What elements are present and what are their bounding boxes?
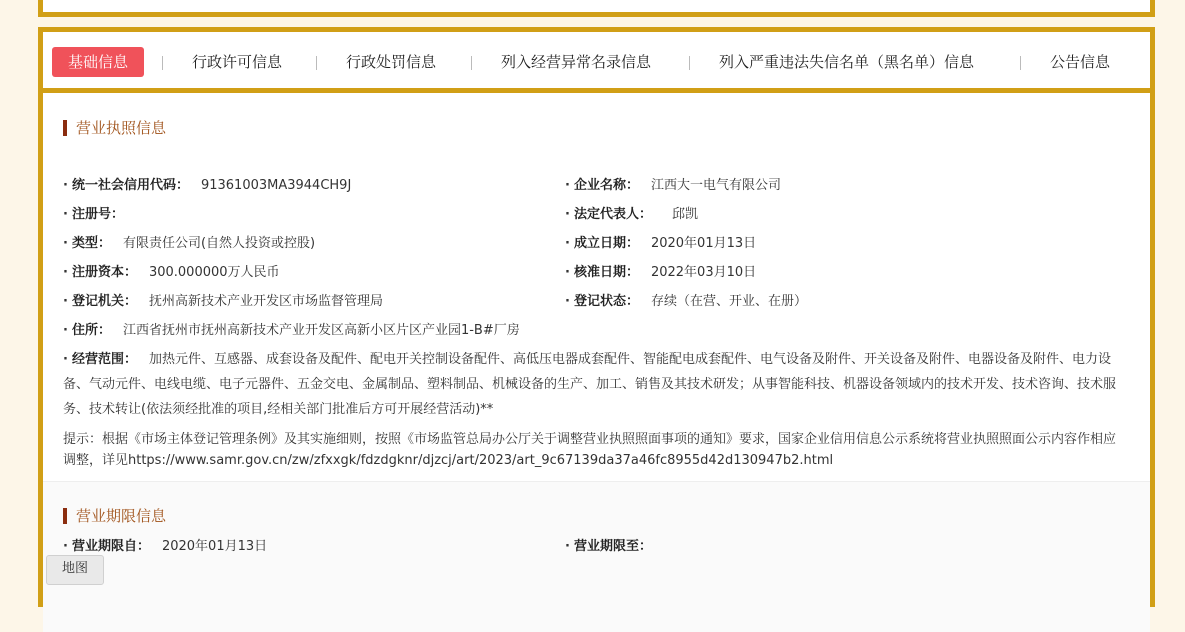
tab-separator	[689, 56, 690, 70]
scope-value: 加热元件、互感器、成套设备及配件、配电开关控制设备配件、高低压电器成套配件、智能配电成套配件、电气设备及附件、开关设备及附件、电器设备及附件、电力设备、气动元件、电线电缆、电子元器件、五金交电、金属制品、塑料制品、机械设备的生产、加工、销售及其技术研发；从事智能科技、机器设备领域内的技术开发、技术咨询、技术服务、技术转让(依法须经批准的项目,经相关部门批准后方可开展经营活动)**	[63, 352, 1117, 417]
term-from-value: 2020年01月13日	[161, 539, 268, 554]
tab-bar	[43, 32, 1150, 93]
capital-value: 300.000000万人民币	[148, 265, 280, 280]
established-value: 2020年01月13日	[650, 236, 757, 251]
authority-row: · 登记机关： 抚州高新技术产业开发区市场监督管理局	[63, 294, 383, 309]
term-to-label: 营业期限至：	[573, 539, 652, 554]
status-value: 存续（在营、开业、在册）	[650, 294, 807, 309]
legal-rep-row: · 法定代表人： 邱凯	[565, 207, 698, 222]
term-section-title: 营业期限信息	[63, 508, 166, 524]
address-row: · 住所： 江西省抚州市抚州高新技术产业开发区高新小区片区产业园1-B#厂房	[63, 323, 520, 338]
type-value: 有限责任公司(自然人投资或控股)	[122, 236, 316, 251]
term-from-label: 营业期限自：	[71, 539, 150, 554]
scope-label: 经营范围：	[71, 352, 137, 367]
tab-announcements[interactable]: 公告信息	[1050, 53, 1111, 71]
tab-administrative-penalty[interactable]: 行政处罚信息	[346, 53, 437, 71]
address-value: 江西省抚州市抚州高新技术产业开发区高新小区片区产业园1-B#厂房	[122, 323, 520, 338]
term-to-row: · 营业期限至：	[565, 539, 652, 554]
tab-separator	[471, 56, 472, 70]
term-section	[43, 481, 1150, 632]
approved-value: 2022年03月10日	[650, 265, 757, 280]
license-section	[43, 93, 1150, 481]
credit-code-label: 统一社会信用代码：	[71, 178, 189, 193]
company-name-row: · 企业名称： 江西大一电气有限公司	[565, 178, 781, 193]
approved-row: · 核准日期： 2022年03月10日	[565, 265, 757, 280]
credit-code-row: · 统一社会信用代码： 91361003MA3944CH9J	[63, 178, 352, 193]
capital-row: · 注册资本： 300.000000万人民币	[63, 265, 280, 280]
established-row: · 成立日期： 2020年01月13日	[565, 236, 757, 251]
legal-rep-label: 法定代表人：	[573, 207, 652, 222]
status-label: 登记状态：	[573, 294, 639, 309]
tab-abnormal-operation[interactable]: 列入经营异常名录信息	[501, 53, 652, 71]
authority-value: 抚州高新技术产业开发区市场监督管理局	[148, 294, 383, 309]
license-section-title: 营业执照信息	[63, 120, 166, 136]
term-from-row: · 营业期限自： 2020年01月13日	[63, 539, 268, 554]
type-row: · 类型： 有限责任公司(自然人投资或控股)	[63, 236, 316, 251]
tab-separator	[1020, 56, 1021, 70]
credit-code-value: 91361003MA3944CH9J	[200, 178, 352, 193]
company-name-value: 江西大一电气有限公司	[650, 178, 781, 193]
capital-label: 注册资本：	[71, 265, 137, 280]
previous-panel	[38, 0, 1155, 17]
address-label: 住所：	[71, 323, 111, 338]
status-row: · 登记状态： 存续（在营、开业、在册）	[565, 294, 807, 309]
company-name-label: 企业名称：	[573, 178, 639, 193]
approved-label: 核准日期：	[573, 265, 639, 280]
tab-separator	[162, 56, 163, 70]
reg-no-label: 注册号：	[71, 207, 124, 222]
tab-administrative-license[interactable]: 行政许可信息	[192, 53, 283, 71]
business-scope: · 经营范围： 加热元件、互感器、成套设备及配件、配电开关控制设备配件、高低压电器成套配件、智能配电成套配件、电气设备及附件、开关设备及附件、电器设备及附件、电力设备、气动元件、电线电缆、电子元器件、五金交电、金属制品、塑料制品、机械设备的生产、加工、销售及其技术研发；从事智能科技、机器设备领域内的技术开发、技术咨询、技术服务、技术转让(依法须经批准的项目,经相关部门批准后方可开展经营活动)**	[63, 352, 1117, 417]
map-button[interactable]: 地图	[46, 555, 104, 585]
info-panel	[38, 27, 1155, 607]
notice-tip: 提示：根据《市场主体登记管理条例》及其实施细则，按照《市场监管总局办公厅关于调整营业执照照面事项的通知》要求，国家企业信用信息公示系统将营业执照照面公示内容作相应调整，详见https://www.samr.gov.cn/zw/zfxxgk/fdzdgknr/djzcj/art/2023/art_9c67139da37a46fc8955d42d130947b2.html	[63, 432, 1117, 468]
tab-blacklist[interactable]: 列入严重违法失信名单（黑名单）信息	[719, 53, 975, 71]
legal-rep-value: 邱凯	[671, 207, 698, 222]
reg-no-row: · 注册号：	[63, 207, 124, 222]
tab-separator	[316, 56, 317, 70]
type-label: 类型：	[71, 236, 111, 251]
tab-basic-info[interactable]: 基础信息	[52, 47, 144, 77]
authority-label: 登记机关：	[71, 294, 137, 309]
established-label: 成立日期：	[573, 236, 639, 251]
